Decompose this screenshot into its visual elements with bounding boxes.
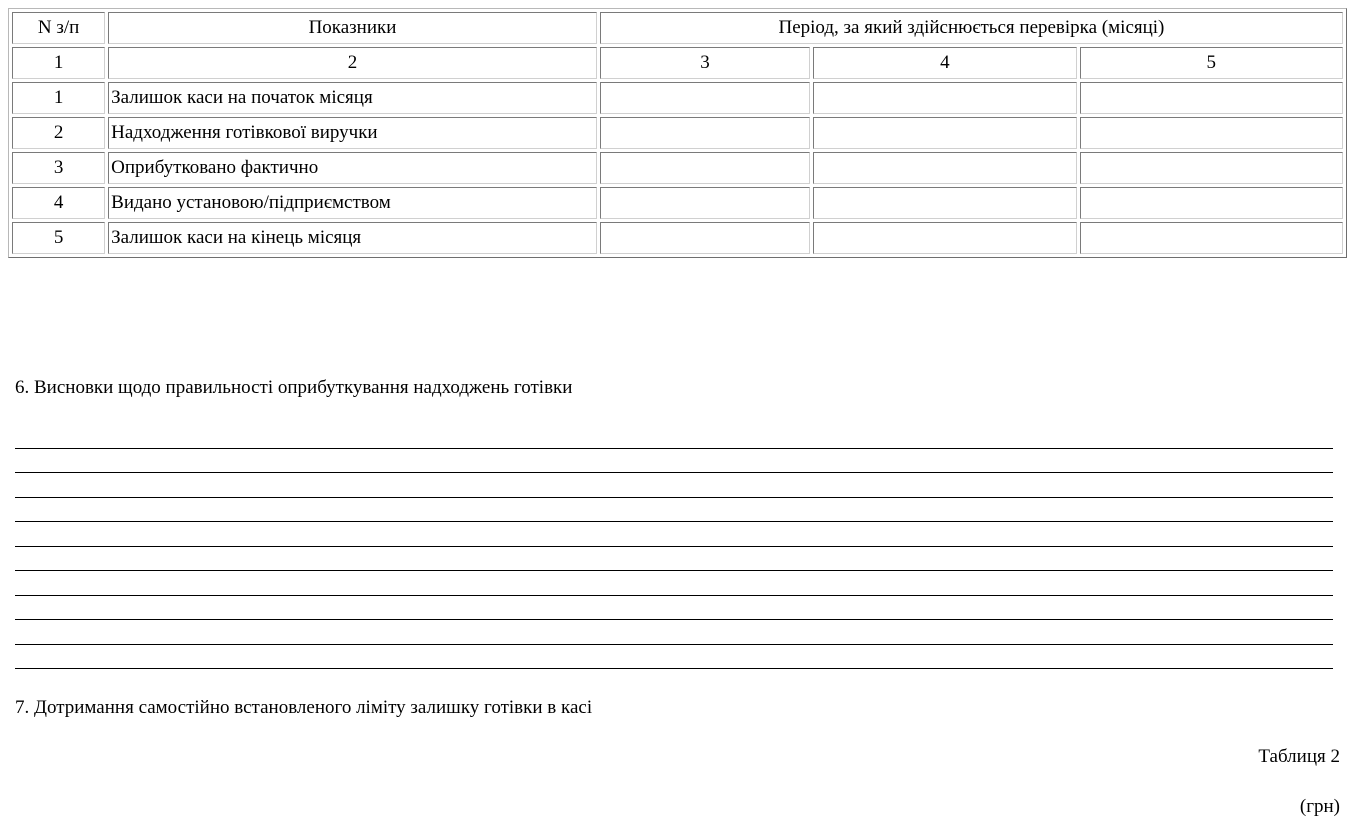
section-6-title: 6. Висновки щодо правильності оприбуткування надходжень готівки [15, 377, 573, 398]
row-label: Оприбутковано фактично [108, 152, 597, 184]
empty-cell [813, 117, 1076, 149]
empty-cell [813, 152, 1076, 184]
cash-receipts-table [8, 8, 1347, 258]
blank-answer-lines [15, 424, 1333, 669]
table-row [12, 222, 1343, 254]
empty-cell [1080, 152, 1343, 184]
blank-line [15, 547, 1333, 572]
empty-cell [1080, 82, 1343, 114]
table-row [12, 82, 1343, 114]
table-row [12, 152, 1343, 184]
column-number: 5 [1080, 47, 1343, 79]
row-number: 5 [12, 222, 105, 254]
row-number: 3 [12, 152, 105, 184]
empty-cell [1080, 187, 1343, 219]
blank-line [15, 620, 1333, 645]
column-numbering-row [12, 47, 1343, 79]
header-period: Період, за який здійснюється перевірка (місяці) [600, 12, 1343, 44]
units-note: (грн) [1299, 796, 1340, 817]
blank-line [15, 645, 1333, 670]
table-row [12, 187, 1343, 219]
table-2-caption: Таблиця 2 [1258, 746, 1340, 767]
empty-cell [600, 222, 810, 254]
empty-cell [1080, 117, 1343, 149]
column-number: 4 [813, 47, 1076, 79]
header-indicators: Показники [108, 12, 597, 44]
empty-cell [813, 187, 1076, 219]
row-label: Залишок каси на кінець місяця [108, 222, 597, 254]
blank-line [15, 596, 1333, 621]
blank-line [15, 424, 1333, 449]
table-header-row [12, 12, 1343, 44]
row-number: 1 [12, 82, 105, 114]
empty-cell [813, 222, 1076, 254]
row-label: Видано установою/підприємством [108, 187, 597, 219]
blank-line [15, 449, 1333, 474]
row-label: Залишок каси на початок місяця [108, 82, 597, 114]
blank-line [15, 522, 1333, 547]
blank-line [15, 473, 1333, 498]
row-number: 2 [12, 117, 105, 149]
section-7-title: 7. Дотримання самостійно встановленого ліміту залишку готівки в касі [15, 697, 593, 718]
table-row [12, 117, 1343, 149]
empty-cell [600, 187, 810, 219]
empty-cell [813, 82, 1076, 114]
empty-cell [600, 152, 810, 184]
empty-cell [600, 117, 810, 149]
blank-line [15, 498, 1333, 523]
header-num: N з/п [12, 12, 105, 44]
blank-line [15, 571, 1333, 596]
column-number: 2 [108, 47, 597, 79]
row-number: 4 [12, 187, 105, 219]
empty-cell [1080, 222, 1343, 254]
empty-cell [600, 82, 810, 114]
row-label: Надходження готівкової виручки [108, 117, 597, 149]
column-number: 3 [600, 47, 810, 79]
column-number: 1 [12, 47, 105, 79]
